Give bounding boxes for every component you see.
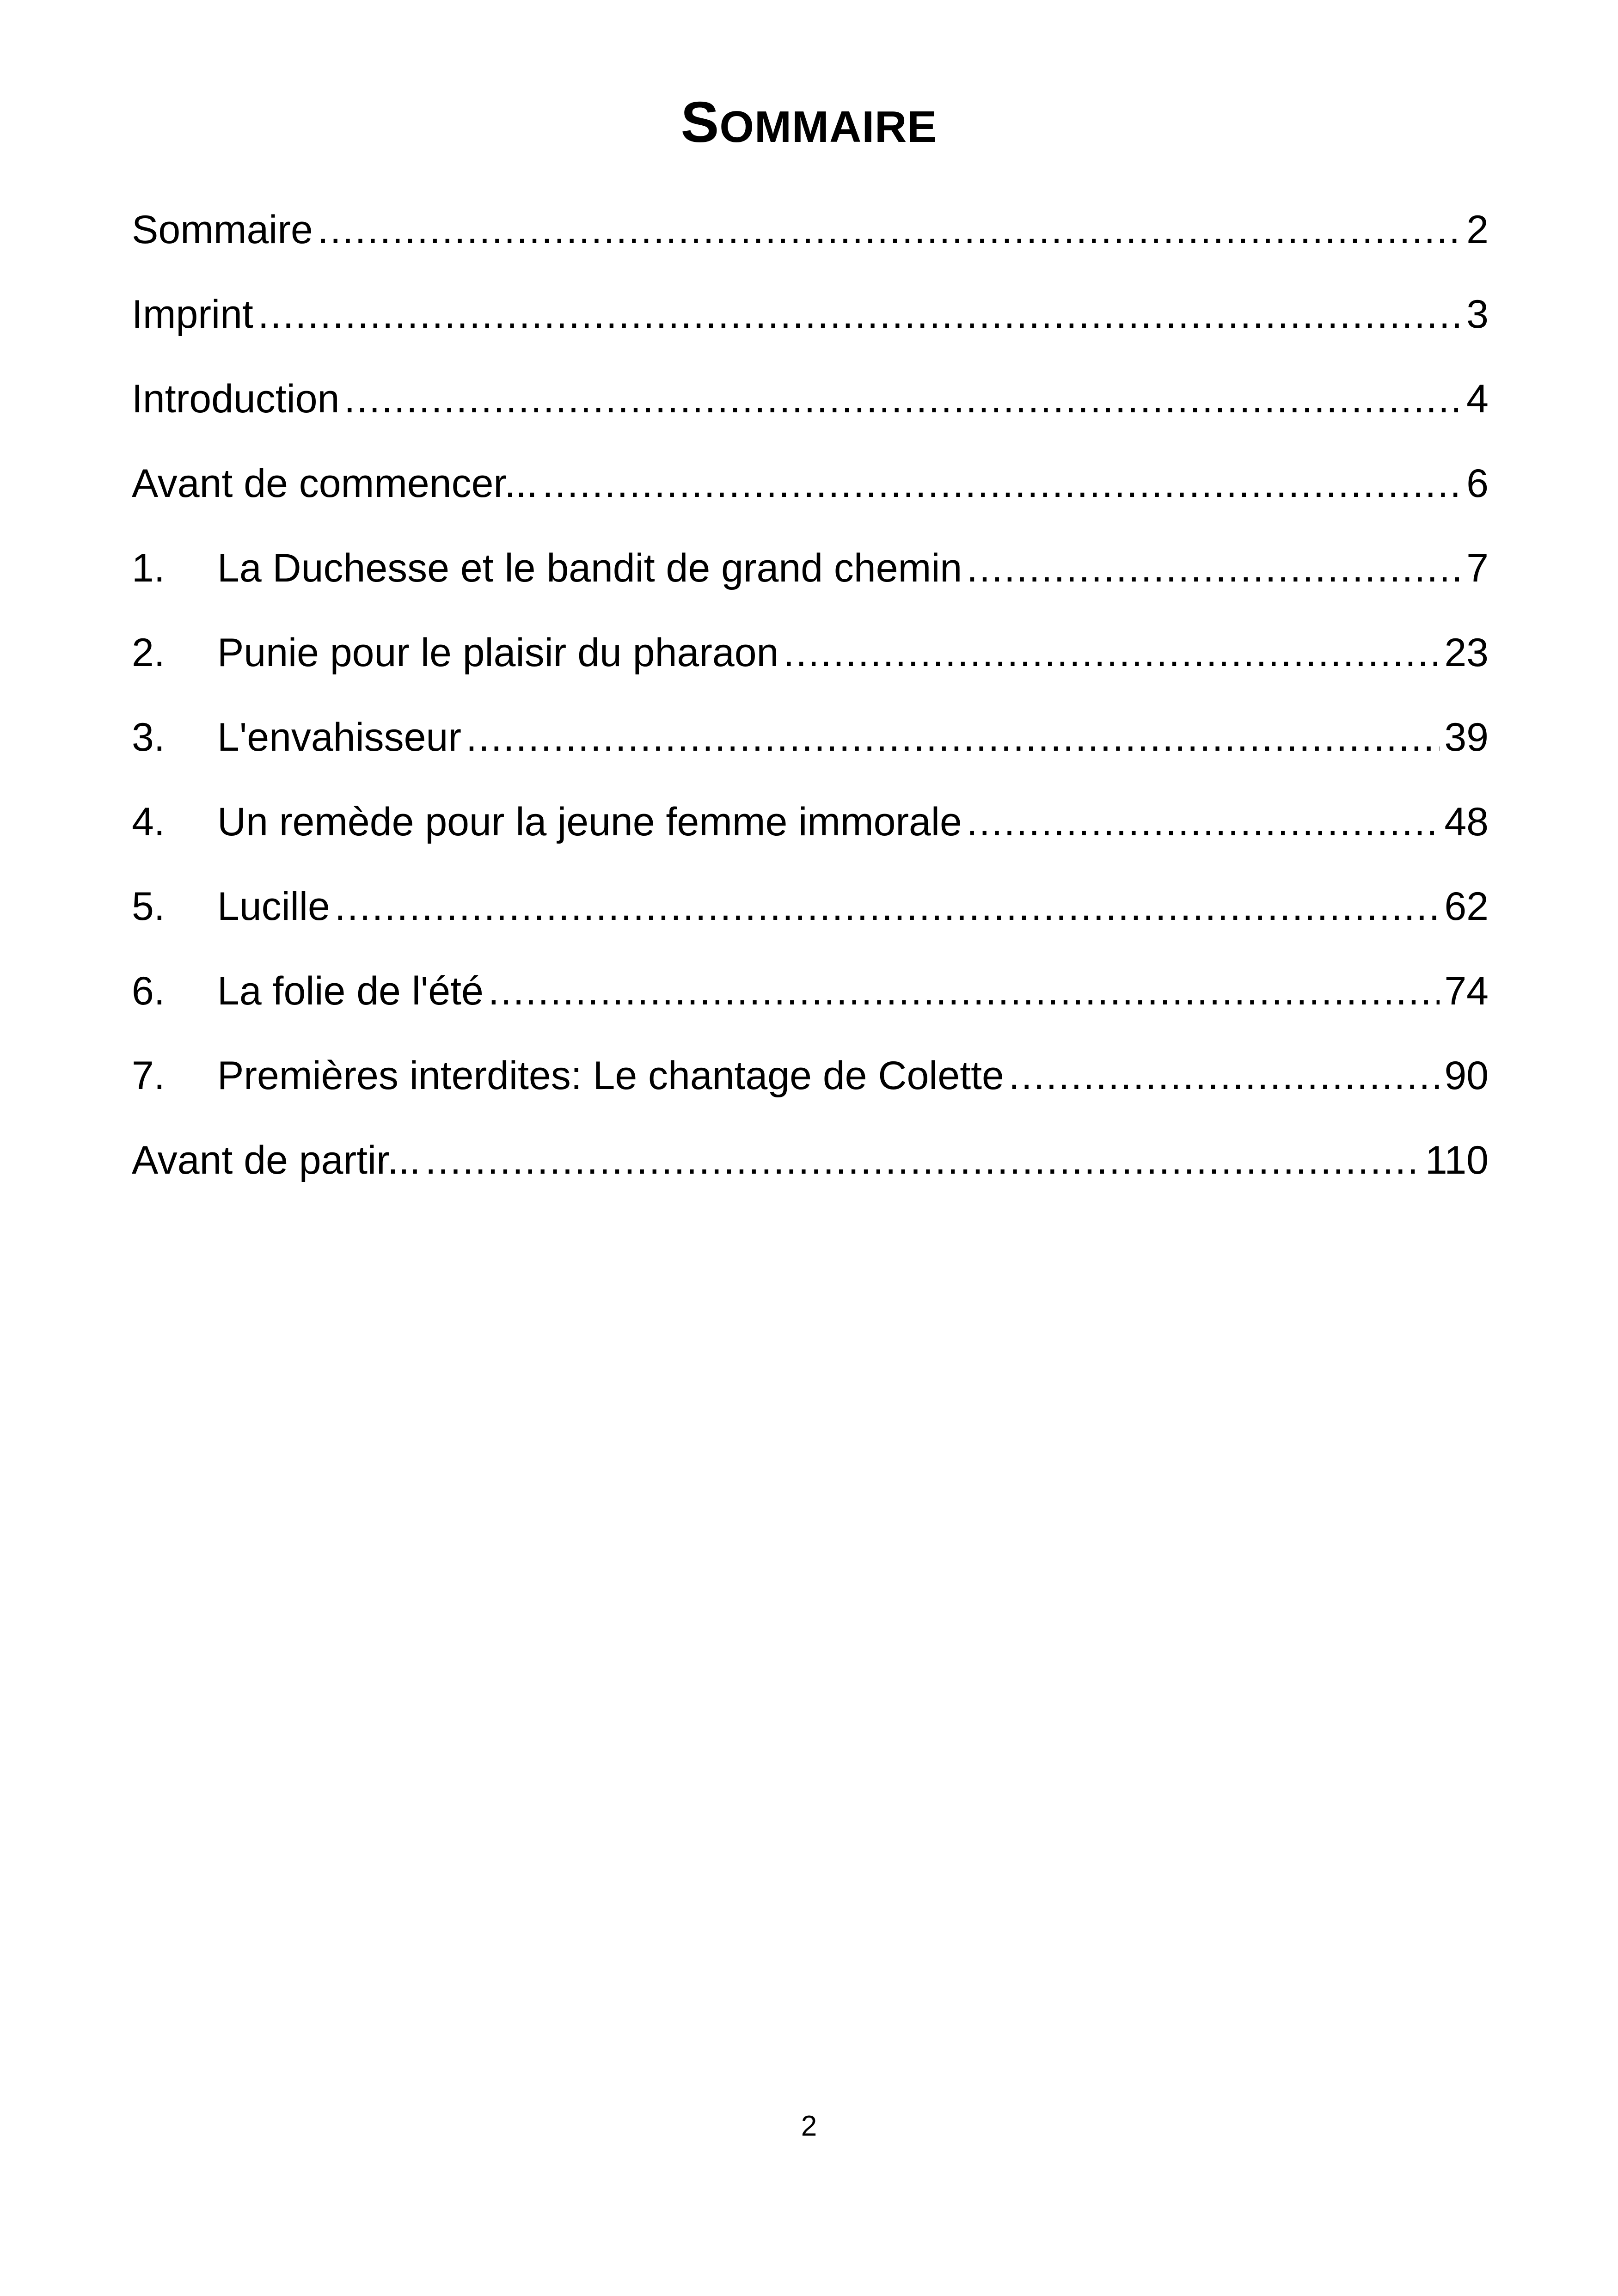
- toc-entry-label: Un remède pour la jeune femme immorale: [217, 800, 962, 844]
- toc-entry-label: Avant de commencer...: [132, 461, 538, 506]
- toc-entry-page: 110: [1425, 1138, 1489, 1182]
- toc-entry-label: L'envahisseur: [217, 715, 461, 759]
- toc-entry-label: La Duchesse et le bandit de grand chemin: [217, 546, 962, 590]
- toc-entry-page: 3: [1466, 292, 1489, 337]
- toc-dot-leader: [318, 200, 1462, 260]
- toc-dot-leader: [1009, 1046, 1440, 1106]
- toc-dot-leader: [783, 623, 1440, 683]
- toc-dot-leader: [344, 369, 1462, 429]
- toc-entry-number: 3.: [132, 715, 165, 759]
- toc-entry-page: 6: [1466, 461, 1489, 506]
- toc-entry-number: 4.: [132, 800, 165, 844]
- toc-entry-chapter-2[interactable]: [132, 623, 1489, 707]
- toc-entry-label: La folie de l'été: [217, 969, 484, 1013]
- toc-entry-page: 23: [1444, 631, 1489, 675]
- page-number: 2: [801, 2110, 817, 2142]
- toc-entry-page: 7: [1466, 546, 1489, 590]
- toc-entry-label: Sommaire: [132, 208, 313, 252]
- page-title: [0, 88, 1618, 162]
- toc-entry-page: 2: [1466, 208, 1489, 252]
- toc-entry-page: 48: [1444, 800, 1489, 844]
- toc-entry-label: Introduction: [132, 377, 340, 421]
- toc-entry-chapter-1[interactable]: [132, 538, 1489, 623]
- toc-entry-number: 6.: [132, 969, 165, 1013]
- toc-entry-label: Premières interdites: Le chantage de Colette: [217, 1053, 1004, 1098]
- toc-dot-leader: [542, 453, 1462, 514]
- toc-entry-label: Avant de partir...: [132, 1138, 421, 1182]
- toc-entry-chapter-7[interactable]: [132, 1046, 1489, 1130]
- page-title-rest: OMMAIRE: [719, 102, 938, 152]
- toc-entry-label: Lucille: [217, 884, 330, 929]
- toc-entry-label: Imprint: [132, 292, 253, 337]
- toc-entry-introduction[interactable]: [132, 369, 1489, 453]
- toc-entry-chapter-3[interactable]: [132, 707, 1489, 792]
- toc-entry-sommaire[interactable]: [132, 200, 1489, 284]
- toc-dot-leader: [425, 1130, 1421, 1190]
- toc-entry-chapter-5[interactable]: [132, 876, 1489, 961]
- toc-dot-leader: [967, 792, 1440, 852]
- toc-entry-number: 5.: [132, 884, 165, 929]
- toc-entry-avant-de-commencer[interactable]: [132, 453, 1489, 538]
- toc-dot-leader: [335, 876, 1440, 937]
- page-title-initial: S: [680, 91, 720, 154]
- toc-entry-page: 4: [1466, 377, 1489, 421]
- toc-entry-page: 74: [1444, 969, 1489, 1013]
- toc-entry-chapter-6[interactable]: [132, 961, 1489, 1046]
- toc-entry-chapter-4[interactable]: [132, 792, 1489, 876]
- toc-entry-page: 39: [1444, 715, 1489, 759]
- toc-entry-number: 1.: [132, 546, 165, 590]
- table-of-contents: [132, 200, 1489, 1215]
- toc-entry-page: 62: [1444, 884, 1489, 929]
- toc-entry-imprint[interactable]: [132, 284, 1489, 369]
- toc-dot-leader: [258, 284, 1462, 344]
- toc-entry-number: 7.: [132, 1053, 165, 1098]
- toc-entry-number: 2.: [132, 631, 165, 675]
- toc-dot-leader: [967, 538, 1462, 598]
- toc-dot-leader: [466, 707, 1440, 767]
- toc-entry-avant-de-partir[interactable]: [132, 1130, 1489, 1215]
- toc-dot-leader: [488, 961, 1440, 1021]
- toc-entry-label: Punie pour le plaisir du pharaon: [217, 631, 779, 675]
- toc-entry-page: 90: [1444, 1053, 1489, 1098]
